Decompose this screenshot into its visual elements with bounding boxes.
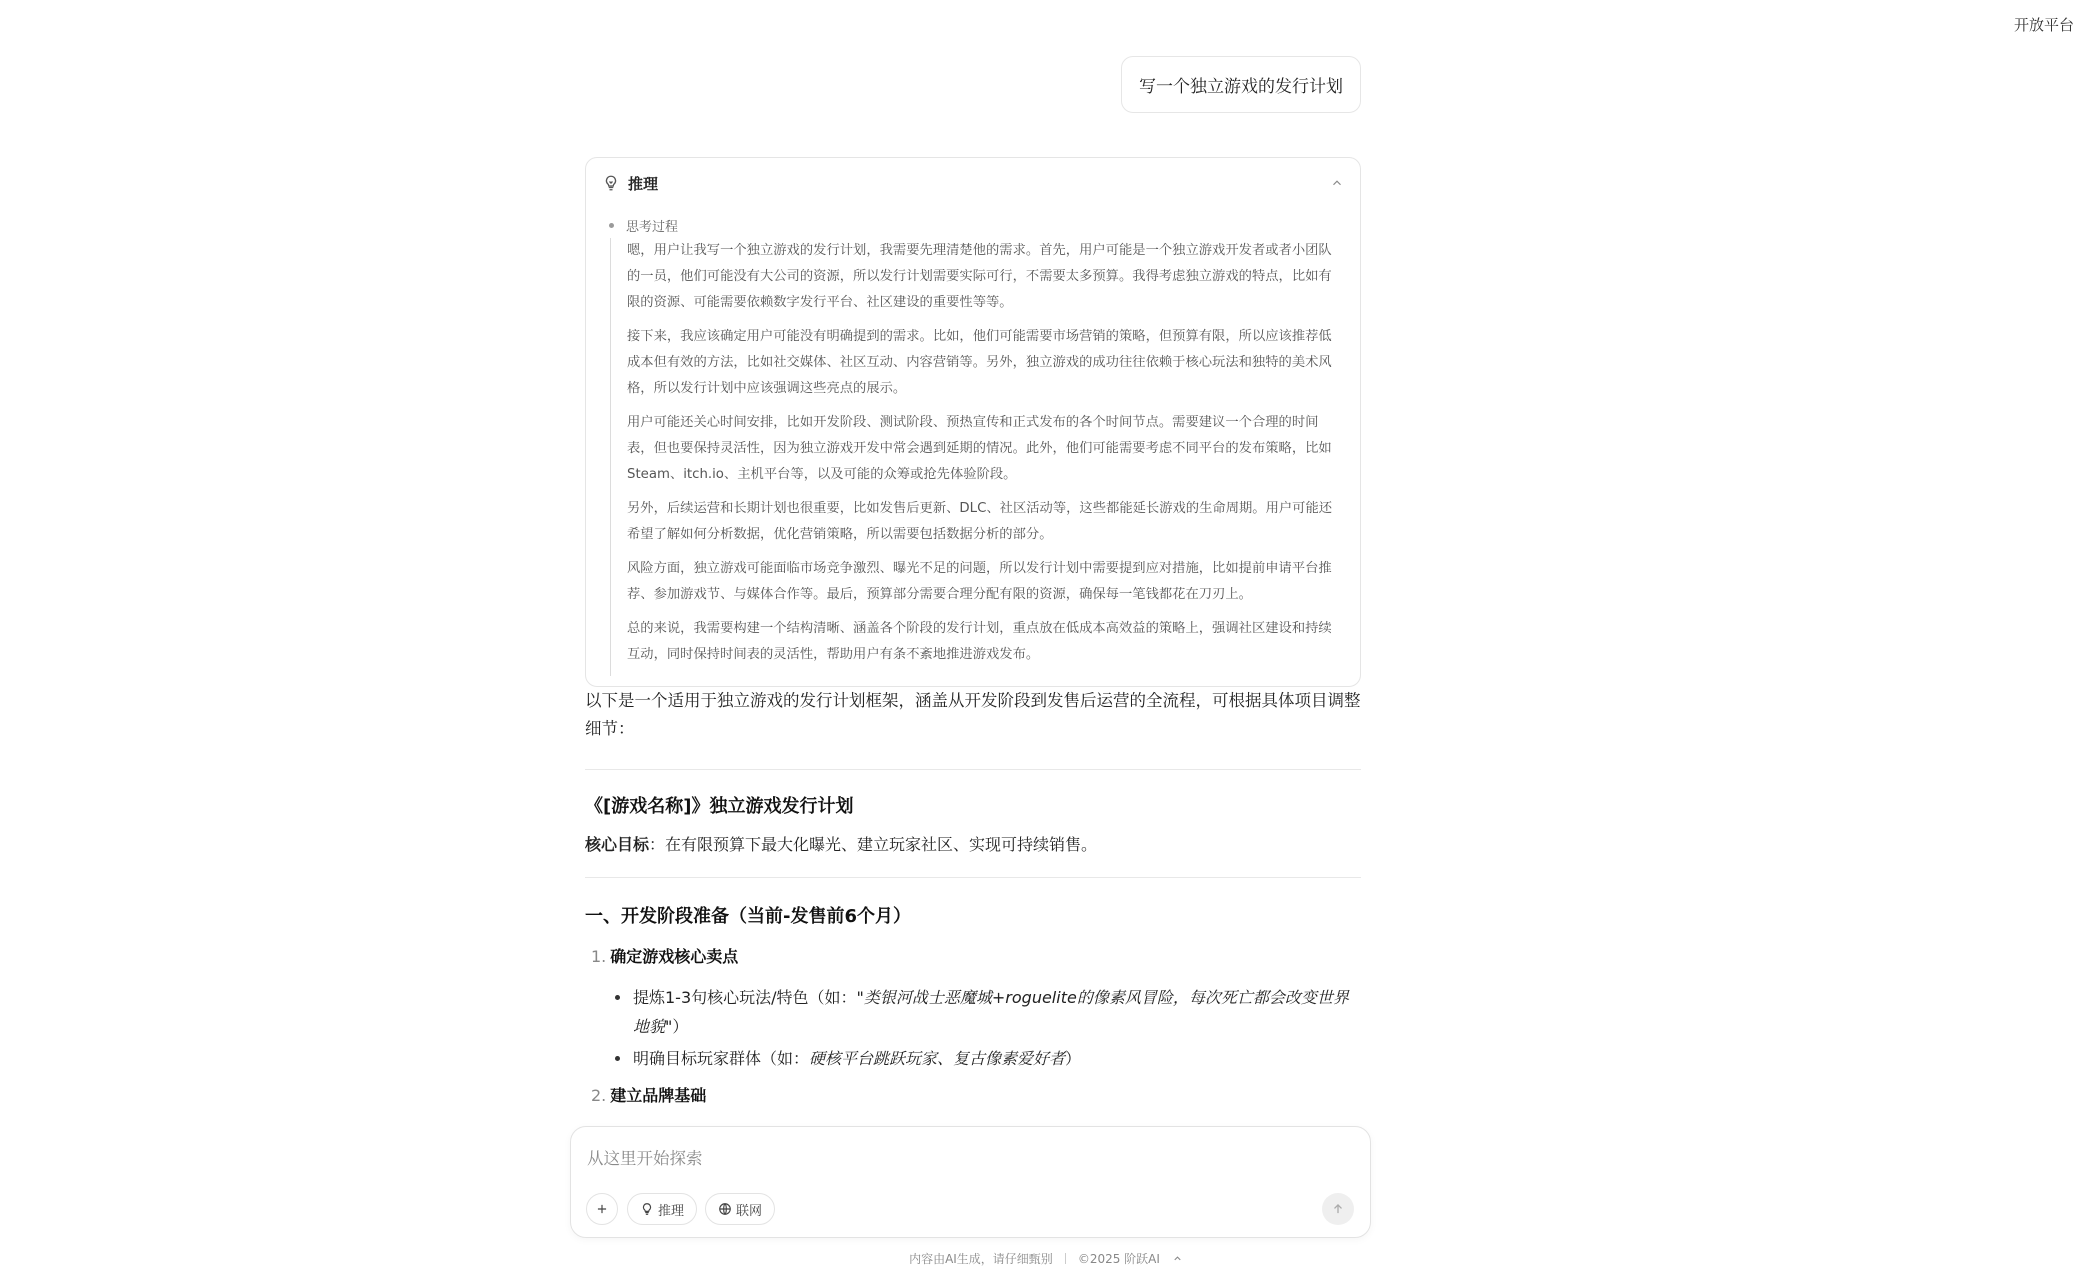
bullet-dot [615, 995, 620, 1000]
divider [585, 769, 1361, 770]
bullet-italic: "类银河战士恶魔城+roguelite的像素风冒险，每次死亡都会改变世界地貌" [633, 988, 1349, 1036]
reasoning-toggle-label: 推理 [657, 1203, 684, 1219]
answer-content [585, 687, 1361, 1151]
reasoning-panel [585, 157, 1361, 687]
plus-icon [595, 1202, 609, 1216]
chevron-up-icon[interactable] [1330, 176, 1344, 190]
footer-separator [1065, 1253, 1066, 1264]
reasoning-body [610, 238, 1334, 676]
web-search-toggle-label: 联网 [735, 1203, 762, 1219]
core-goal [585, 832, 1361, 855]
message-composer [570, 1126, 1371, 1238]
thinking-label [609, 216, 678, 235]
send-button[interactable] [1322, 1193, 1354, 1225]
chevron-up-icon[interactable] [1172, 1253, 1183, 1264]
reasoning-paragraph: 嗯，用户让我写一个独立游戏的发行计划，我需要先理清楚他的需求。首先，用户可能是一个独立游戏开发者或者小团队的一员，他们可能没有大公司的资源，所以发行计划需要实际可行，不需要太多预算。我得考虑独立游戏的特点，比如有限的资源、可能需要依赖数字发行平台、社区建设的重要性等等。 [627, 243, 1332, 310]
item-number: 1. [591, 947, 607, 966]
footer [0, 1250, 2092, 1267]
globe-icon [718, 1202, 732, 1216]
list-item [633, 983, 1361, 1041]
item-title: 建立品牌基础 [610, 1086, 707, 1105]
bullet-suffix: ） [1065, 1049, 1082, 1068]
bullet-dot [609, 223, 614, 228]
item-number: 2. [591, 1086, 607, 1105]
numbered-item [591, 1083, 1361, 1106]
bullet-italic: 硬核平台跳跃玩家、复古像素爱好者 [809, 1049, 1066, 1068]
copyright[interactable]: ©2025 阶跃AI [1077, 1252, 1160, 1266]
lightbulb-icon [602, 174, 620, 192]
core-goal-text: ：在有限预算下最大化曝光、建立玩家社区、实现可持续销售。 [649, 835, 1098, 854]
reasoning-toggle-button[interactable] [627, 1193, 697, 1225]
list-item [633, 1044, 1361, 1073]
ai-disclaimer: 内容由AI生成，请仔细甄别 [909, 1252, 1053, 1266]
web-search-toggle-button[interactable] [705, 1193, 775, 1225]
item-title: 确定游戏核心卖点 [610, 947, 739, 966]
bullet-prefix: 提炼1-3句核心玩法/特色（如： [633, 988, 857, 1007]
bullet-list [633, 983, 1361, 1073]
message-input[interactable]: 从这里开始探索 [587, 1149, 703, 1168]
reasoning-header[interactable] [586, 158, 1360, 208]
arrow-up-icon [1331, 1202, 1345, 1216]
bullet-dot [615, 1056, 620, 1061]
attach-button[interactable] [586, 1193, 618, 1225]
bullet-suffix: ） [672, 1017, 689, 1036]
core-goal-label: 核心目标 [585, 835, 650, 854]
numbered-item [591, 944, 1361, 967]
divider [585, 877, 1361, 878]
section-heading: 一、开发阶段准备（当前-发售前6个月） [585, 906, 911, 927]
reasoning-paragraph: 用户可能还关心时间安排，比如开发阶段、测试阶段、预热宣传和正式发布的各个时间节点。需要建议一个合理的时间表，但也要保持灵活性，因为独立游戏开发中常会遇到延期的情况。此外，他们可能需要考虑不同平台的发布策略，比如Steam、itch.io、主机平台等，以及可能的众筹或抢先体验阶段。 [627, 415, 1332, 482]
reasoning-paragraph: 风险方面，独立游戏可能面临市场竞争激烈、曝光不足的问题，所以发行计划中需要提到应对措施，比如提前申请平台推荐、参加游戏节、与媒体合作等。最后，预算部分需要合理分配有限的资源，确保每一笔钱都花在刀刃上。 [627, 561, 1332, 602]
open-platform-link[interactable]: 开放平台 [2013, 16, 2074, 34]
thinking-label-text: 思考过程 [626, 220, 679, 235]
reasoning-paragraph: 接下来，我应该确定用户可能没有明确提到的需求。比如，他们可能需要市场营销的策略，但预算有限，所以应该推荐低成本但有效的方法，比如社交媒体、社区互动、内容营销等。另外，独立游戏的成功往往依赖于核心玩法和独特的美术风格，所以发行计划中应该强调这些亮点的展示。 [627, 329, 1332, 396]
lightbulb-icon [640, 1202, 654, 1216]
plan-title: 《[游戏名称]》独立游戏发行计划 [585, 796, 854, 817]
reasoning-title: 推理 [628, 174, 659, 193]
reasoning-paragraph: 总的来说，我需要构建一个结构清晰、涵盖各个阶段的发行计划，重点放在低成本高效益的策略上，强调社区建设和持续互动，同时保持时间表的灵活性，帮助用户有条不紊地推进游戏发布。 [627, 621, 1332, 662]
user-message: 写一个独立游戏的发行计划 [1121, 56, 1361, 113]
bullet-prefix: 明确目标玩家群体（如： [633, 1049, 810, 1068]
answer-intro: 以下是一个适用于独立游戏的发行计划框架，涵盖从开发阶段到发售后运营的全流程，可根据具体项目调整细节： [585, 691, 1361, 738]
chat-area [585, 0, 1361, 1122]
reasoning-paragraph: 另外，后续运营和长期计划也很重要，比如发售后更新、DLC、社区活动等，这些都能延长游戏的生命周期。用户可能还希望了解如何分析数据，优化营销策略，所以需要包括数据分析的部分。 [627, 501, 1333, 542]
